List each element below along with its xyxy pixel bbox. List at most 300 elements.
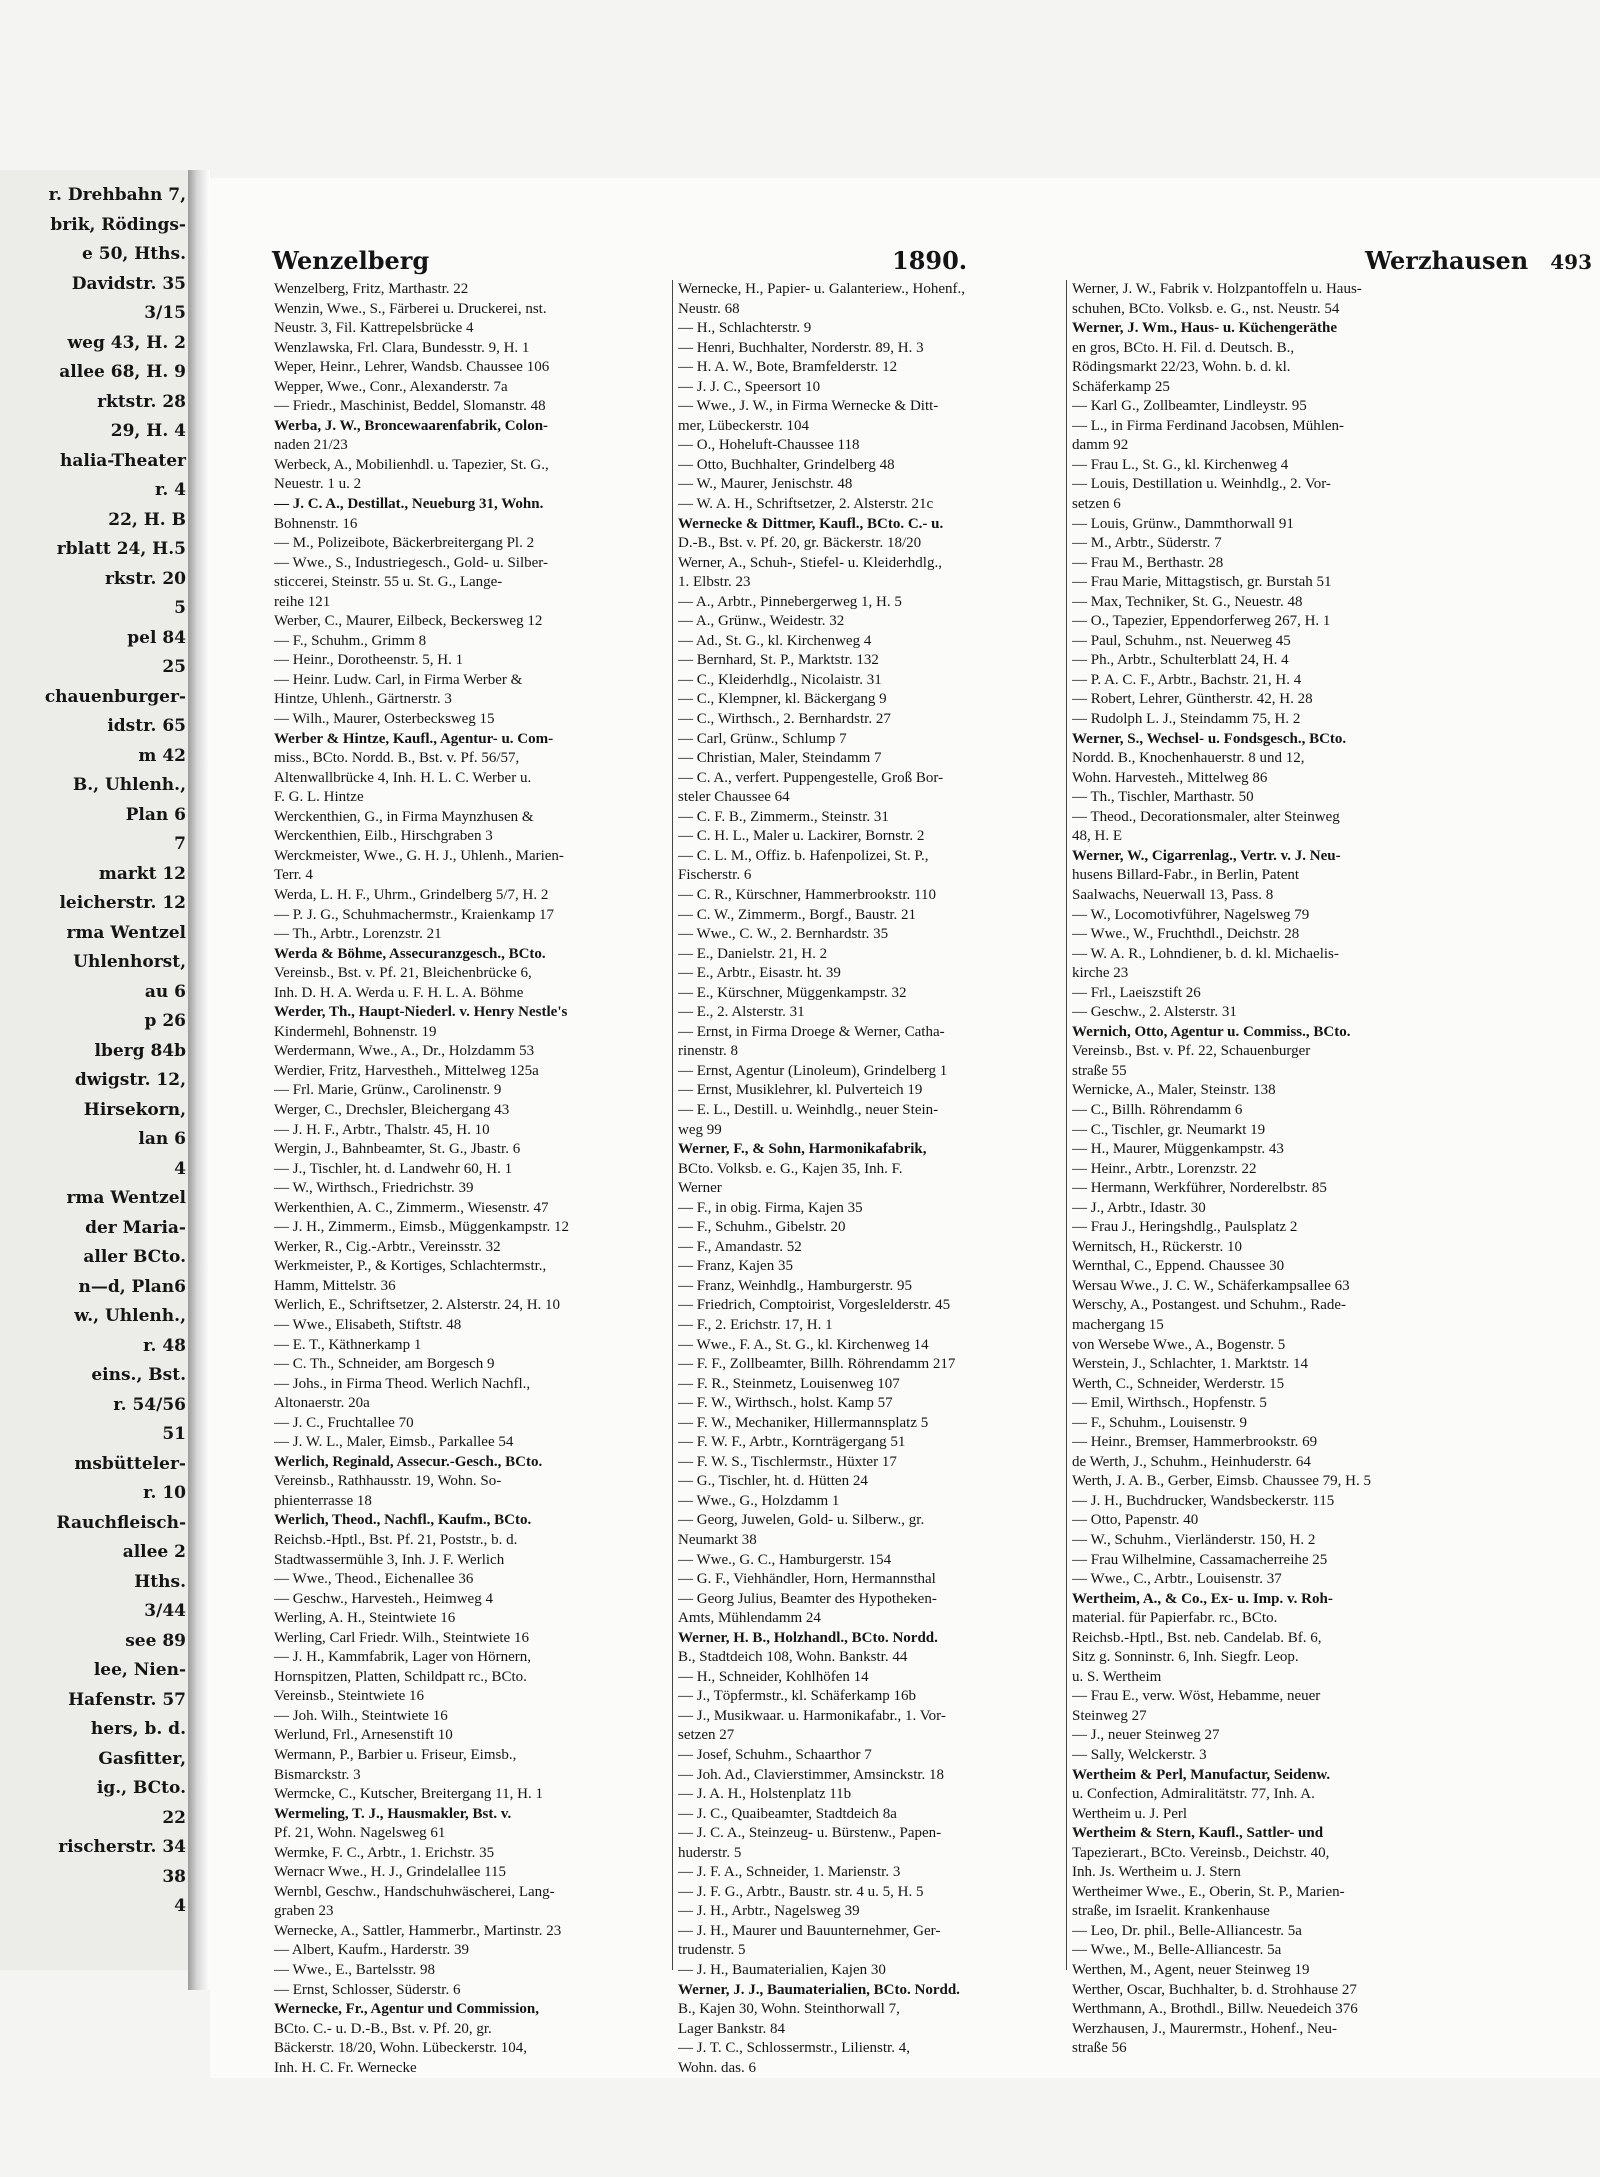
directory-entry: — Heinr., Dorotheenstr. 5, H. 1 — [274, 652, 464, 669]
directory-entry: — Carl, Grünw., Schlump 7 — [678, 730, 847, 747]
directory-entry: — A., Grünw., Weidestr. 32 — [678, 613, 845, 630]
directory-entry: Wertheim & Stern, Kaufl., Sattler- und — [1072, 1825, 1324, 1842]
directory-entry: — Albert, Kaufm., Harderstr. 39 — [274, 1942, 469, 1959]
directory-entry: — Frau L., St. G., kl. Kirchenweg 4 — [1072, 456, 1289, 473]
directory-entry: — E. L., Destill. u. Weinhdlg., neuer Stein- — [678, 1101, 939, 1118]
directory-entry: — F. W. F., Arbtr., Kornträgergang 51 — [678, 1434, 906, 1451]
directory-entry: Inh. D. H. A. Werda u. F. H. L. A. Böhme — [274, 984, 524, 1001]
directory-entry: steler Chaussee 64 — [678, 789, 790, 806]
prev-page-line: B., Uhlenh., — [72, 775, 186, 795]
directory-entry: Werkenthien, A. C., Zimmerm., Wiesenstr. 47 — [274, 1199, 549, 1216]
directory-entry: — Heinr., Arbtr., Lorenzstr. 22 — [1072, 1160, 1257, 1177]
directory-entry: — Frau Marie, Mittagstisch, gr. Burstah 51 — [1072, 574, 1332, 591]
directory-entry: Werckenthien, Eilb., Hirschgraben 3 — [274, 828, 493, 845]
directory-entry: Wertheimer Wwe., E., Oberin, St. P., Marien- — [1072, 1883, 1345, 1900]
prev-page-line: rktstr. 28 — [97, 391, 186, 412]
directory-entry: — F. R., Steinmetz, Louisenweg 107 — [678, 1375, 900, 1392]
prev-page-line: 25 — [162, 657, 186, 677]
directory-entry: — Wwe., M., Belle-Alliancestr. 5a — [1072, 1942, 1282, 1959]
directory-entry: — J., Tischler, ht. d. Landwehr 60, H. 1 — [274, 1160, 513, 1177]
directory-entry: kirche 23 — [1072, 965, 1129, 982]
directory-entry: Steinweg 27 — [1072, 1707, 1147, 1724]
directory-entry: — Joh. Wilh., Steintwiete 16 — [274, 1707, 448, 1724]
directory-entry: Werckmeister, Wwe., G. H. J., Uhlenh., Marien- — [274, 847, 564, 864]
directory-entry: Werner, S., Wechsel- u. Fondsgesch., BCto. — [1072, 730, 1347, 747]
directory-entry: weg 99 — [678, 1121, 722, 1138]
column-rule — [672, 280, 673, 1970]
directory-entry: Werzhausen, J., Maurermstr., Hohenf., Neu- — [1072, 2020, 1337, 2037]
directory-entry: — Ad., St. G., kl. Kirchenweg 4 — [678, 632, 872, 649]
directory-entry: Werber, C., Maurer, Eilbeck, Beckersweg 12 — [274, 613, 543, 630]
directory-entry: — Georg Julius, Beamter des Hypotheken- — [678, 1590, 937, 1607]
directory-entry: Wertheim & Perl, Manufactur, Seidenw. — [1072, 1766, 1331, 1783]
directory-entry: Wermeling, T. J., Hausmakler, Bst. v. — [274, 1805, 512, 1822]
prev-page-line: 3/44 — [144, 1601, 186, 1621]
directory-entry: Wohn. Harvesteh., Mittelweg 86 — [1072, 769, 1268, 786]
directory-entry: BCto. Volksb. e. G., Kajen 35, Inh. F. — [678, 1160, 903, 1177]
prev-page-line: rma Wentzel — [66, 1188, 186, 1208]
directory-entry: — F. W. S., Tischlermstr., Hüxter 17 — [678, 1453, 897, 1470]
directory-entry: — F. F., Zollbeamter, Billh. Röhrendamm 217 — [678, 1356, 956, 1373]
directory-entry: Bismarckstr. 3 — [274, 1766, 361, 1783]
column-rule — [1066, 280, 1067, 1970]
directory-entry: — Ph., Arbtr., Schulterblatt 24, H. 4 — [1072, 652, 1289, 669]
directory-entry: — Friedrich, Comptoirist, Vorgeslelderstr. 45 — [678, 1297, 951, 1314]
directory-entry: — J. F. A., Schneider, 1. Marienstr. 3 — [678, 1864, 901, 1881]
directory-entry: — Otto, Papenstr. 40 — [1072, 1512, 1199, 1529]
prev-page-line: 38 — [162, 1866, 186, 1887]
directory-entry: de Werth, J., Schuhm., Heinhuderstr. 64 — [1072, 1453, 1311, 1470]
directory-entry: — W., Wirthsch., Friedrichstr. 39 — [274, 1180, 474, 1197]
directory-entry: Wernecke, A., Sattler, Hammerbr., Martinstr. 23 — [274, 1922, 562, 1939]
directory-entry: — J. C., Fruchtallee 70 — [274, 1414, 414, 1431]
directory-entry: Hornspitzen, Platten, Schildpatt rc., BCto. — [274, 1668, 527, 1685]
directory-entry: — Johs., in Firma Theod. Werlich Nachfl., — [274, 1375, 531, 1392]
directory-entry: — F., in obig. Firma, Kajen 35 — [678, 1199, 863, 1216]
directory-entry: — Wwe., Theod., Eichenallee 36 — [274, 1571, 474, 1588]
prev-page-line: hers, b. d. — [90, 1719, 186, 1739]
prev-page-line: leicherstr. 12 — [59, 893, 186, 913]
prev-page-line: allee 2 — [122, 1542, 186, 1562]
directory-entry: u. S. Wertheim — [1072, 1668, 1162, 1685]
prev-page-line: dwigstr. 12, — [74, 1070, 186, 1090]
directory-entry: Werda, L. H. F., Uhrm., Grindelberg 5/7, H. 2 — [274, 886, 549, 903]
prev-page-line: Plan 6 — [125, 804, 186, 825]
directory-entry: — Heinr., Bremser, Hammerbrookstr. 69 — [1072, 1434, 1318, 1451]
directory-page — [210, 178, 1600, 2078]
directory-entry: Werling, A. H., Steintwiete 16 — [274, 1610, 456, 1627]
directory-entry: — E., 2. Alsterstr. 31 — [678, 1004, 805, 1021]
directory-entry: — Henri, Buchhalter, Norderstr. 89, H. 3 — [678, 339, 924, 356]
directory-entry: Wertheim u. J. Perl — [1072, 1805, 1188, 1822]
directory-entry: — Robert, Lehrer, Güntherstr. 42, H. 28 — [1072, 691, 1313, 708]
directory-entry: — Ernst, in Firma Droege & Werner, Catha- — [678, 1023, 945, 1040]
prev-page-line: 4 — [174, 1896, 186, 1916]
directory-entry: — Friedr., Maschinist, Beddel, Slomanstr. 48 — [274, 398, 546, 415]
running-head-right — [1365, 246, 1592, 275]
directory-entry: Tapezierart., BCto. Vereinsb., Deichstr. 40, — [1072, 1844, 1330, 1861]
prev-page-line: 7 — [174, 834, 186, 854]
prev-page-line: Davidstr. 35 — [71, 273, 186, 294]
directory-entry: — G. F., Viehhändler, Horn, Hermannsthal — [678, 1571, 936, 1588]
directory-entry: machergang 15 — [1072, 1316, 1164, 1333]
directory-entry: Altenwallbrücke 4, Inh. H. L. C. Werber u. — [274, 769, 532, 786]
directory-entry: — Georg, Juwelen, Gold- u. Silberw., gr. — [678, 1512, 925, 1529]
prev-page-line: 4 — [174, 1158, 186, 1179]
prev-page-line: 51 — [162, 1424, 186, 1444]
directory-entry: Werlich, E., Schriftsetzer, 2. Alsterstr. 24, H. 10 — [274, 1297, 561, 1314]
directory-entry: Sitz g. Sonninstr. 6, Inh. Siegfr. Leop. — [1072, 1649, 1299, 1666]
directory-entry: — J. C., Quaibeamter, Stadtdeich 8a — [678, 1805, 897, 1822]
directory-entry: Nordd. B., Knochenhauerstr. 8 und 12, — [1072, 750, 1305, 767]
prev-page-line: see 89 — [125, 1630, 186, 1651]
directory-entry: Werner, W., Cigarrenlag., Vertr. v. J. Neu- — [1072, 847, 1341, 864]
directory-entry: — O., Tapezier, Eppendorferweg 267, H. 1 — [1072, 613, 1331, 630]
directory-entry: — Frau M., Berthastr. 28 — [1072, 554, 1224, 571]
directory-entry: — W. A. R., Lohndiener, b. d. kl. Michaelis- — [1072, 945, 1339, 962]
directory-entry: — J. H., Buchdrucker, Wandsbeckerstr. 115 — [1072, 1492, 1335, 1509]
directory-entry: — Paul, Schuhm., nst. Neuerweg 45 — [1072, 632, 1291, 649]
directory-entry: — Christian, Maler, Steindamm 7 — [678, 750, 882, 767]
directory-entry: Wenzelberg, Fritz, Marthastr. 22 — [274, 281, 469, 297]
prev-page-line: Hths. — [134, 1571, 186, 1592]
prev-page-line: lberg 84b — [94, 1040, 186, 1061]
directory-entry: — C. A., verfert. Puppengestelle, Groß Bor- — [678, 769, 944, 786]
prev-page-line: rkstr. 20 — [104, 568, 186, 589]
directory-entry: Wepper, Wwe., Conr., Alexanderstr. 7a — [274, 378, 508, 395]
directory-entry: reihe 121 — [274, 593, 331, 610]
directory-entry: Wernbl, Geschw., Handschuhwäscherei, Lang- — [274, 1883, 555, 1900]
prev-page-line: msbütteler- — [74, 1453, 186, 1474]
directory-entry: B., Kajen 30, Wohn. Steinthorwall 7, — [678, 2001, 900, 2018]
prev-page-line: r. 4 — [154, 480, 186, 500]
directory-entry: mer, Lübeckerstr. 104 — [678, 417, 810, 434]
prev-page-line: allee 68, H. 9 — [59, 362, 186, 382]
directory-entry: Neustr. 3, Fil. Kattrepelsbrücke 4 — [274, 320, 474, 337]
directory-entry: — J. H., Zimmerm., Eimsb., Müggenkampstr. 12 — [274, 1219, 569, 1236]
directory-entry: Altonaerstr. 20a — [274, 1395, 370, 1412]
directory-entry: — J. H., Baumaterialien, Kajen 30 — [678, 1962, 886, 1979]
directory-entry: — W., Maurer, Jenischstr. 48 — [678, 476, 853, 493]
prev-page-line: lan 6 — [138, 1129, 186, 1149]
directory-entry: — C., Klempner, kl. Bäckergang 9 — [678, 691, 887, 708]
directory-entry: Hamm, Mittelstr. 36 — [274, 1277, 396, 1294]
directory-entry: — P. A. C. F., Arbtr., Bachstr. 21, H. 4 — [1072, 671, 1302, 688]
directory-entry: — Wwe., E., Bartelsstr. 98 — [274, 1962, 435, 1979]
directory-entry: Werdermann, Wwe., A., Dr., Holzdamm 53 — [274, 1043, 535, 1060]
directory-entry: — Louis, Destillation u. Weinhdlg., 2. Vor- — [1072, 476, 1331, 493]
directory-entry: — Th., Tischler, Marthastr. 50 — [1072, 789, 1254, 806]
prev-page-line: r. 54/56 — [113, 1394, 186, 1415]
directory-entry: — E., Kürschner, Müggenkampstr. 32 — [678, 984, 907, 1001]
directory-entry: Wermann, P., Barbier u. Friseur, Eimsb., — [274, 1747, 517, 1764]
directory-entry: — Josef, Schuhm., Schaarthor 7 — [678, 1747, 872, 1764]
directory-entry: B., Stadtdeich 108, Wohn. Bankstr. 44 — [678, 1649, 908, 1666]
directory-entry: Werdier, Fritz, Harvestheh., Mittelweg 125a — [274, 1062, 539, 1079]
directory-entry: Werner, J. W., Fabrik v. Holzpantoffeln u. Haus- — [1072, 281, 1362, 297]
directory-entry: — C. Th., Schneider, am Borgesch 9 — [274, 1356, 495, 1373]
directory-entry: Amts, Mühlendamm 24 — [678, 1610, 821, 1627]
directory-entry: Wermke, F. C., Arbtr., 1. Erichstr. 35 — [274, 1844, 495, 1861]
directory-entry: F. G. L. Hintze — [274, 789, 364, 806]
directory-entry: Werner, H. B., Holzhandl., BCto. Nordd. — [678, 1629, 938, 1646]
directory-entry: Neustr. 68 — [678, 300, 740, 317]
directory-entry: — J. T. C., Schlossermstr., Lilienstr. 4, — [678, 2040, 910, 2057]
directory-entry: Stadtwassermühle 3, Inh. J. F. Werlich — [274, 1551, 505, 1568]
directory-entry: — Max, Techniker, St. G., Neuestr. 48 — [1072, 593, 1303, 610]
directory-entry: Werner, F., & Sohn, Harmonikafabrik, — [678, 1141, 927, 1158]
directory-entry: Wernich, Otto, Agentur u. Commiss., BCto. — [1072, 1023, 1351, 1040]
directory-entry: Werstein, J., Schlachter, 1. Marktstr. 14 — [1072, 1356, 1309, 1373]
directory-entry: Wenzin, Wwe., S., Färberei u. Druckerei, nst. — [274, 300, 547, 317]
directory-entry: Werger, C., Drechsler, Bleichergang 43 — [274, 1101, 510, 1118]
directory-entry: — H., Schlachterstr. 9 — [678, 320, 812, 337]
directory-entry: Werthen, M., Agent, neuer Steinweg 19 — [1072, 1962, 1310, 1979]
prev-page-line: m 42 — [138, 745, 186, 766]
directory-entry: 1. Elbstr. 23 — [678, 574, 751, 591]
directory-entry: — Bernhard, St. P., Marktstr. 132 — [678, 652, 879, 669]
prev-page-line: rischerstr. 34 — [58, 1837, 186, 1857]
directory-entry: — Ernst, Schlosser, Süderstr. 6 — [274, 1981, 461, 1998]
directory-entry: — E. T., Käthnerkamp 1 — [274, 1336, 422, 1353]
directory-entry: — J. A. H., Holstenplatz 11b — [678, 1786, 852, 1803]
directory-entry: — C., Tischler, gr. Neumarkt 19 — [1072, 1121, 1266, 1138]
directory-entry: — Frl. Marie, Grünw., Carolinenstr. 9 — [274, 1082, 502, 1099]
directory-entry: — F., Schuhm., Grimm 8 — [274, 632, 427, 649]
directory-entry: Terr. 4 — [274, 867, 313, 884]
directory-entry: Werckenthien, G., in Firma Maynzhusen & — [274, 808, 534, 825]
prev-page-line: Hirsekorn, — [83, 1099, 186, 1120]
directory-entry: Wernecke, Fr., Agentur und Commission, — [274, 2001, 540, 2018]
directory-entry: — H., Schneider, Kohlhöfen 14 — [678, 1668, 869, 1685]
directory-entry: Wernecke, H., Papier- u. Galanteriew., Hohenf., — [678, 281, 965, 297]
directory-entry: Werlich, Theod., Nachfl., Kaufm., BCto. — [274, 1512, 532, 1529]
directory-entry: — J. W. L., Maler, Eimsb., Parkallee 54 — [274, 1434, 514, 1451]
directory-entry: — F., Schuhm., Gibelstr. 20 — [678, 1219, 846, 1236]
directory-entry: — F., 2. Erichstr. 17, H. 1 — [678, 1316, 833, 1333]
directory-entry: — Wilh., Maurer, Osterbecksweg 15 — [274, 711, 495, 728]
directory-entry: — Hermann, Werkführer, Norderelbstr. 85 — [1072, 1180, 1327, 1197]
directory-entry: — Heinr. Ludw. Carl, in Firma Werber & — [274, 671, 523, 688]
directory-entry: Bohnenstr. 16 — [274, 515, 358, 532]
directory-entry: Bäckerstr. 18/20, Wohn. Lübeckerstr. 104, — [274, 2040, 528, 2057]
prev-page-line: eins., Bst. — [91, 1365, 186, 1385]
directory-entry: — F., Amandastr. 52 — [678, 1238, 802, 1255]
directory-entry: — C. W., Zimmerm., Borgf., Baustr. 21 — [678, 906, 917, 923]
prev-page-line: brik, Rödings- — [50, 214, 186, 235]
directory-entry: — J. H. F., Arbtr., Thalstr. 45, H. 10 — [274, 1121, 490, 1138]
directory-entry: — F. W., Wirthsch., holst. Kamp 57 — [678, 1395, 893, 1412]
prev-page-line: p 26 — [144, 1011, 186, 1031]
prev-page-line: rma Wentzel — [66, 922, 186, 943]
directory-entry: — M., Arbtr., Süderstr. 7 — [1072, 535, 1222, 552]
directory-entry: — Wwe., Elisabeth, Stiftstr. 48 — [274, 1316, 462, 1333]
page-header — [272, 246, 1592, 282]
directory-entry: — C. L. M., Offiz. b. Hafenpolizei, St. P., — [678, 847, 929, 864]
directory-entry: — Karl G., Zollbeamter, Lindleystr. 95 — [1072, 398, 1307, 415]
directory-entry: Inh. Js. Wertheim u. J. Stern — [1072, 1864, 1241, 1881]
prev-page-line: Rauchfleisch- — [56, 1512, 186, 1533]
directory-entry: 48, H. E — [1072, 828, 1122, 845]
directory-entry: — C. R., Kürschner, Hammerbrookstr. 110 — [678, 886, 936, 903]
directory-entry: u. Confection, Admiralitätstr. 77, Inh. A. — [1072, 1786, 1315, 1803]
prev-page-line: Hafenstr. 57 — [68, 1689, 186, 1710]
directory-entry: sticcerei, Steinstr. 55 u. St. G., Lange- — [274, 574, 503, 591]
directory-entry: Werth, J. A. B., Gerber, Eimsb. Chaussee 79, H. 5 — [1072, 1473, 1371, 1490]
directory-entry: — Ernst, Agentur (Linoleum), Grindelberg 1 — [678, 1062, 948, 1079]
prev-page-line: r. 10 — [143, 1483, 186, 1503]
directory-entry: — C. F. B., Zimmerm., Steinstr. 31 — [678, 808, 889, 825]
directory-entry: — F., Schuhm., Louisenstr. 9 — [1072, 1414, 1248, 1431]
directory-entry: — Franz, Kajen 35 — [678, 1258, 793, 1275]
directory-entry: — Emil, Wirthsch., Hopfenstr. 5 — [1072, 1395, 1267, 1412]
directory-column-2 — [678, 280, 1078, 2078]
directory-entry: — J. H., Arbtr., Nagelsweg 39 — [678, 1903, 860, 1920]
prev-page-line: w., Uhlenh., — [74, 1306, 186, 1326]
directory-entry: Werth, C., Schneider, Werderstr. 15 — [1072, 1375, 1285, 1392]
directory-entry: Werner — [678, 1180, 722, 1197]
prev-page-line: 3/15 — [144, 303, 186, 323]
directory-entry: — H. A. W., Bote, Bramfelderstr. 12 — [678, 359, 898, 376]
directory-entry: Wernecke & Dittmer, Kaufl., BCto. C.- u. — [678, 515, 944, 532]
directory-entry: — Leo, Dr. phil., Belle-Alliancestr. 5a — [1072, 1922, 1302, 1939]
directory-entry: — Wwe., C., Arbtr., Louisenstr. 37 — [1072, 1571, 1282, 1588]
directory-entry: — G., Tischler, ht. d. Hütten 24 — [678, 1473, 868, 1490]
directory-entry: Werlich, Reginald, Assecur.-Gesch., BCto. — [274, 1453, 543, 1470]
directory-entry: Vereinsb., Rathhausstr. 19, Wohn. So- — [274, 1473, 502, 1490]
directory-entry: Werker, R., Cig.-Arbtr., Vereinsstr. 32 — [274, 1238, 501, 1255]
directory-entry: straße, im Israelit. Krankenhause — [1072, 1903, 1270, 1920]
running-head-left: Wenzelberg — [272, 246, 430, 275]
directory-entry: Rödingsmarkt 22/23, Wohn. b. d. kl. — [1072, 359, 1291, 376]
directory-entry: Reichsb.-Hptl., Bst. Pf. 21, Poststr., b. d. — [274, 1532, 518, 1548]
directory-entry: — J., neuer Steinweg 27 — [1072, 1727, 1220, 1744]
directory-entry: phienterrasse 18 — [274, 1492, 372, 1509]
directory-entry: Werner, A., Schuh-, Stiefel- u. Kleiderhdlg., — [678, 554, 942, 571]
directory-entry: Wermcke, C., Kutscher, Breitergang 11, H. 1 — [274, 1786, 543, 1803]
directory-entry: — M., Polizeibote, Bäckerbreitergang Pl. 2 — [274, 535, 535, 552]
directory-entry: — J. H., Maurer und Bauunternehmer, Ger- — [678, 1922, 941, 1939]
directory-entry: — J. J. C., Speersort 10 — [678, 378, 821, 395]
directory-entry: setzen 6 — [1072, 496, 1121, 513]
directory-entry: — Geschw., Harvesteh., Heimweg 4 — [274, 1590, 493, 1607]
directory-entry: — H., Maurer, Müggenkampstr. 43 — [1072, 1141, 1284, 1158]
directory-entry: Wertheim, A., & Co., Ex- u. Imp. v. Roh- — [1072, 1590, 1333, 1607]
directory-entry: Werba, J. W., Broncewaarenfabrik, Colon- — [274, 417, 549, 434]
prev-page-line: chauenburger- — [44, 686, 186, 707]
directory-entry: — J. F. G., Arbtr., Baustr. str. 4 u. 5, H. 5 — [678, 1883, 924, 1900]
directory-entry: — J. C. A., Destillat., Neueburg 31, Wohn. — [274, 496, 544, 513]
directory-entry: Werther, Oscar, Buchhalter, b. d. Strohhause 27 — [1072, 1981, 1357, 1998]
directory-entry: BCto. C.- u. D.-B., Bst. v. Pf. 20, gr. — [274, 2020, 492, 2037]
directory-entry: von Wersebe Wwe., A., Bogenstr. 5 — [1072, 1336, 1286, 1353]
directory-entry: Fischerstr. 6 — [678, 867, 752, 884]
directory-entry: Schäferkamp 25 — [1072, 378, 1170, 395]
directory-entry: straße 55 — [1072, 1062, 1127, 1079]
directory-entry: — O., Hoheluft-Chaussee 118 — [678, 437, 860, 454]
directory-column-3 — [1072, 280, 1472, 2059]
directory-entry: — C., Billh. Röhrendamm 6 — [1072, 1101, 1243, 1118]
directory-entry: Werner, J. Wm., Haus- u. Küchengeräthe — [1072, 320, 1337, 337]
prev-page-line: rblatt 24, H.5 — [56, 539, 186, 559]
prev-page-line: e 50, Hths. — [82, 244, 186, 264]
prev-page-line: idstr. 65 — [107, 716, 186, 736]
prev-page-line: halia-Theater — [59, 450, 186, 471]
directory-entry: — Louis, Grünw., Dammthorwall 91 — [1072, 515, 1294, 532]
prev-page-line: 29, H. 4 — [110, 421, 186, 441]
directory-entry: — Theod., Decorationsmaler, alter Steinweg — [1072, 808, 1340, 825]
prev-page-line: r. 48 — [143, 1335, 186, 1356]
directory-entry: — J., Arbtr., Idastr. 30 — [1072, 1199, 1206, 1216]
directory-entry: — J. H., Kammfabrik, Lager von Hörnern, — [274, 1649, 532, 1666]
prev-page-line: Gasfitter, — [98, 1748, 186, 1769]
directory-entry: Saalwachs, Neuerwall 13, Pass. 8 — [1072, 886, 1274, 903]
directory-entry: — Joh. Ad., Clavierstimmer, Amsinckstr. 18 — [678, 1766, 945, 1783]
directory-entry: Neuestr. 1 u. 2 — [274, 476, 362, 493]
directory-entry: rinenstr. 8 — [678, 1043, 738, 1060]
directory-entry: — Frl., Laeiszstift 26 — [1072, 984, 1201, 1001]
directory-entry: Werkmeister, P., & Kortiges, Schlachtermstr., — [274, 1258, 547, 1275]
directory-entry: straße 56 — [1072, 2040, 1127, 2057]
directory-entry: — Wwe., G., Holzdamm 1 — [678, 1492, 840, 1509]
directory-entry: Vereinsb., Steintwiete 16 — [274, 1688, 424, 1705]
prev-page-line: Uhlenhorst, — [73, 952, 186, 972]
directory-entry: schuhen, BCto. Volksb. e. G., nst. Neustr. 54 — [1072, 300, 1340, 317]
directory-entry: — Rudolph L. J., Steindamm 75, H. 2 — [1072, 711, 1301, 728]
directory-entry: — Wwe., F. A., St. G., kl. Kirchenweg 14 — [678, 1336, 929, 1353]
directory-entry: Werschy, A., Postangest. und Schuhm., Rade- — [1072, 1297, 1347, 1314]
directory-entry: huderstr. 5 — [678, 1844, 742, 1861]
directory-entry: — Frau E., verw. Wöst, Hebamme, neuer — [1072, 1688, 1321, 1705]
directory-entry: graben 23 — [274, 1903, 334, 1920]
directory-entry: — Wwe., J. W., in Firma Wernecke & Ditt- — [678, 398, 939, 415]
directory-entry: — Frau Wilhelmine, Cassamacherreihe 25 — [1072, 1551, 1328, 1568]
directory-entry: damm 92 — [1072, 437, 1129, 454]
directory-entry: Kindermehl, Bohnenstr. 19 — [274, 1023, 437, 1040]
prev-page-line: ig., BCto. — [96, 1778, 186, 1798]
directory-entry: miss., BCto. Nordd. B., Bst. v. Pf. 56/57, — [274, 750, 520, 767]
directory-entry: — C. H. L., Maler u. Lackirer, Bornstr. 2 — [678, 828, 925, 845]
book-gutter — [188, 170, 210, 1990]
directory-entry: — C., Wirthsch., 2. Bernhardstr. 27 — [678, 711, 891, 728]
directory-entry: — W., Locomotivführer, Nagelsweg 79 — [1072, 906, 1310, 923]
directory-entry: husens Billard-Fabr., in Berlin, Patent — [1072, 867, 1300, 884]
directory-entry: — W. A. H., Schriftsetzer, 2. Alsterstr. 21c — [678, 496, 934, 513]
directory-entry: trudenstr. 5 — [678, 1942, 746, 1959]
directory-entry: — E., Danielstr. 21, H. 2 — [678, 945, 828, 962]
directory-entry: Wergin, J., Bahnbeamter, St. G., Jbastr. 6 — [274, 1141, 521, 1158]
prev-page-line: pel 84 — [127, 627, 186, 648]
directory-entry: Werner, J. J., Baumaterialien, BCto. Nordd. — [678, 1981, 960, 1998]
directory-entry: — E., Arbtr., Eisastr. ht. 39 — [678, 965, 841, 982]
prev-page-line: 22 — [162, 1807, 186, 1828]
prev-page-line: n—d, Plan6 — [78, 1276, 186, 1297]
directory-column-1 — [274, 280, 674, 2078]
directory-entry: Wernacr Wwe., H. J., Grindelallee 115 — [274, 1864, 507, 1881]
prev-page-line: 5 — [174, 598, 186, 618]
directory-entry: Reichsb.-Hptl., Bst. neb. Candelab. Bf. 6, — [1072, 1629, 1322, 1646]
directory-entry: Werbeck, A., Mobilienhdl. u. Tapezier, St. G., — [274, 456, 549, 473]
directory-entry: — A., Arbtr., Pinnebergerweg 1, H. 5 — [678, 593, 902, 610]
directory-entry: — Wwe., S., Industriegesch., Gold- u. Silber- — [274, 554, 548, 571]
previous-page-edge — [0, 170, 192, 1970]
directory-entry: — Franz, Weinhdlg., Hamburgerstr. 95 — [678, 1277, 913, 1294]
prev-page-line: weg 43, H. 2 — [67, 332, 186, 353]
directory-entry: Werder, Th., Haupt-Niederl. v. Henry Nestle's — [274, 1004, 568, 1021]
prev-page-line: au 6 — [144, 981, 186, 1002]
directory-entry: Vereinsb., Bst. v. Pf. 22, Schauenburger — [1072, 1043, 1311, 1060]
directory-entry: Inh. H. C. Fr. Wernecke — [274, 2059, 417, 2076]
